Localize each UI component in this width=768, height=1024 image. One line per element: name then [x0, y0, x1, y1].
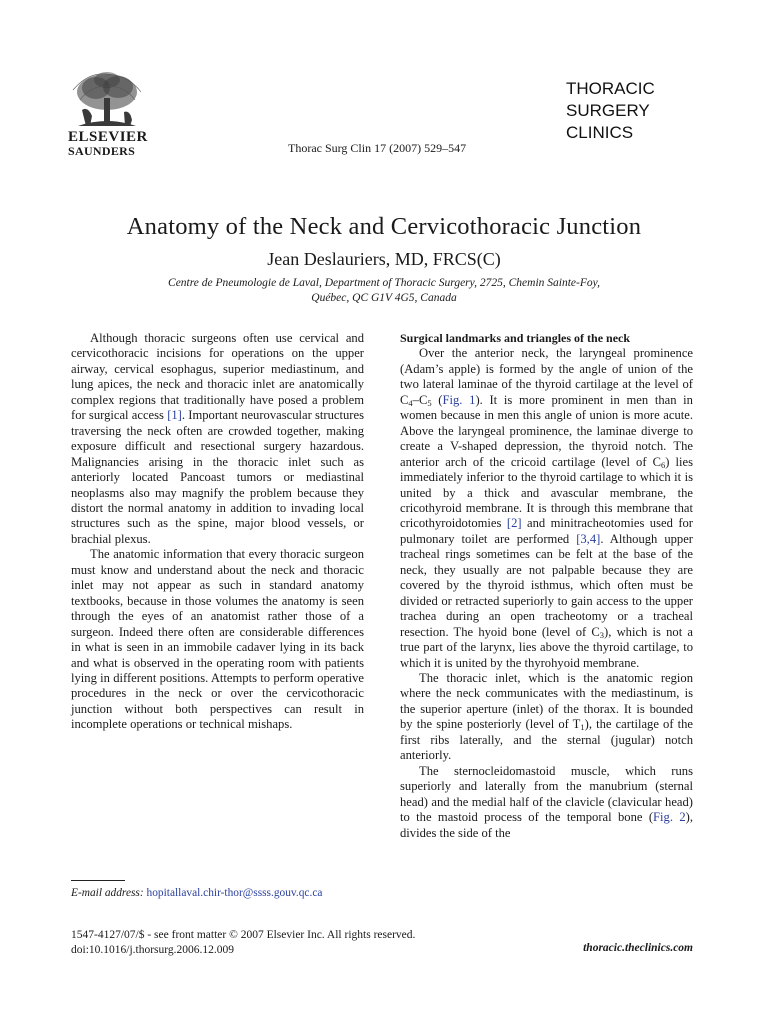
- journal-brand: [566, 78, 706, 144]
- article-title: Anatomy of the Neck and Cervicothoracic Junction: [126, 213, 642, 240]
- email-link[interactable]: hopitallaval.chir-thor@ssss.gouv.qc.ca: [146, 887, 323, 899]
- paragraph: The sternocleidomastoid muscle, which runs superiorly and laterally from the manubrium (sternal head) and the medial half of the clavicle (clavicular head) to the mastoid process of the temporal bone (Fig. 2), divides the side of the: [400, 763, 693, 840]
- issn-line: 1547-4127/07/$ - see front matter © 2007 Elsevier Inc. All rights reserved.: [71, 929, 416, 941]
- footnote: [71, 886, 364, 901]
- left-column: [71, 331, 364, 733]
- affiliation-line: Québec, QC G1V 4G5, Canada: [311, 292, 457, 304]
- doi-line: doi:10.1016/j.thorsurg.2006.12.009: [71, 944, 235, 956]
- elsevier-tree-icon: [68, 70, 146, 128]
- journal-brand-line: THORACIC: [566, 79, 655, 98]
- affiliation-line: Centre de Pneumologie de Laval, Department of Thoracic Surgery, 2725, Chemin Sainte-Foy,: [168, 277, 600, 289]
- citation-link[interactable]: [1]: [167, 408, 182, 423]
- publisher-name: ELSEVIER: [68, 129, 148, 145]
- author-affiliation: [110, 276, 658, 306]
- footnote-rule: [71, 880, 125, 881]
- figure-link[interactable]: Fig. 1: [442, 392, 476, 407]
- journal-brand-line: SURGERY: [566, 101, 650, 120]
- figure-link[interactable]: Fig. 2: [653, 810, 686, 825]
- paragraph: Although thoracic surgeons often use cervical and cervicothoracic incisions for operations on the upper airway, cervical esophagus, superior mediastinum, and lung apices, the neck and thoracic inlet are anatomically complex regions that traditionally have posed a problem for surgical access [1]. Important neurovascular structures traversing the neck often are crowded together, making exposure difficult and resectional surgery hazardous. Malignancies arising in the thoracic inlet such as anteriorly located Pancoast tumors or mediastinal neoplasms also may magnify the problem because they distort the normal anatomy in addition to invading local structures such as the spine, major blood vessels, or brachial plexus.: [71, 331, 364, 546]
- paragraph: The thoracic inlet, which is the anatomic region where the neck communicates with the mediastinum, is the superior aperture (inlet) of the thorax. It is bounded by the spine posteriorly (level of $T_1$), the cartilage of the first ribs laterally, and the sternal (jugular) notch anteriorly.: [400, 670, 694, 763]
- right-column: [400, 331, 693, 841]
- elsevier-logo: [68, 70, 148, 157]
- email-label: E-mail address:: [71, 887, 144, 899]
- citation: Thorac Surg Clin 17 (2007) 529–547: [288, 141, 467, 155]
- copyright-block: [71, 928, 415, 958]
- publisher-imprint: SAUNDERS: [68, 144, 136, 158]
- journal-brand-line: CLINICS: [566, 123, 634, 142]
- section-heading: Surgical landmarks and triangles of the neck: [400, 331, 631, 345]
- paragraph: The anatomic information that every thoracic surgeon must know and understand about the neck and thoracic inlet may not appear as such in standard anatomy textbooks, because in those volumes the anatomy is seen through the eyes of an anatomist rather those of a surgeon. Indeed there often are considerable differences in what is seen in an immobile cadaver lying in its back and what is observed in the operating room with patients lying in different positions. Attempts to perform operative procedures in the neck or over the cervicothoracic junction without both perspectives can result in incomplete operations or technical mishaps.: [71, 547, 364, 732]
- paragraph: Over the anterior neck, the laryngeal prominence (Adam’s apple) is formed by the angle of union of the two lateral laminae of the thyroid cartilage at the level of $C_4-C_5$ (Fig. 1). It is more prominent in men than in women because in men this angle of union is more acute. Above the laryngeal prominence, the laminae diverge to create a V-shaped depression, the thyroid notch. The anterior arch of the cricoid cartilage (level of $C_6$) lies immediately inferior to the thyroid cartilage to which it is united by a thick and avascular membrane, the cricothyroid membrane. It is through this membrane that cricothyroidotomies [2] and minitracheotomies used for pulmonary toilet are performed [3,4]. Although upper tracheal rings sometimes can be felt at the base of the neck, they usually are not palpable because they are covered by the thyroid isthmus, which often must be divided or retracted superiorly to gain access to the upper trachea during an open tracheotomy or a tracheal resection. The hyoid bone (level of $C_3$), which is not a true part of the larynx, lies above the thyroid cartilage, to which it is united by the thyrohyoid membrane.: [400, 346, 693, 670]
- article-author: Jean Deslauriers, MD, FRCS(C): [267, 249, 501, 269]
- citation-link[interactable]: [2]: [506, 516, 522, 531]
- journal-url[interactable]: thoracic.theclinics.com: [583, 942, 693, 954]
- citation-link[interactable]: [3,4]: [576, 531, 601, 546]
